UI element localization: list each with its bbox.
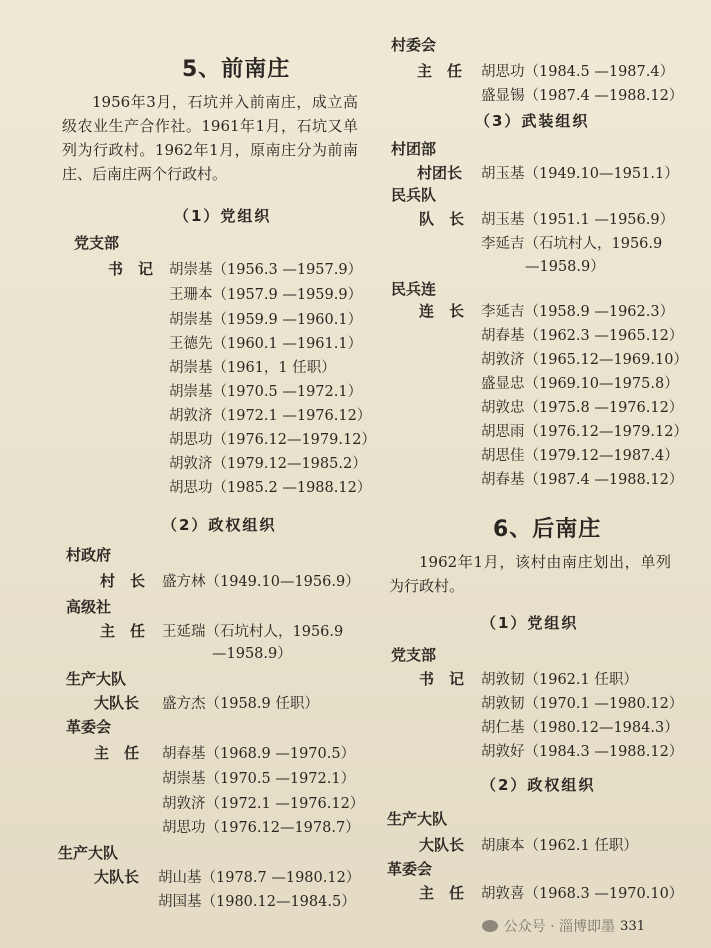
list-item: 胡康本（1962.1 任职） xyxy=(481,838,638,854)
role-director: 主 任 xyxy=(417,62,463,80)
list-item: 胡国基（1980.12—1984.5） xyxy=(158,894,356,910)
list-item: 胡春基（1968.9 —1970.5） xyxy=(162,746,356,762)
org-village-regiment: 村团部 xyxy=(391,140,437,158)
list-item: 胡崇基（1970.5 —1972.1） xyxy=(169,384,363,400)
list-item: 盛方杰（1958.9 任职） xyxy=(162,696,319,712)
list-item: 胡崇基（1970.5 —1972.1） xyxy=(162,771,356,787)
list-item: 盛显锡（1987.4 —1988.12） xyxy=(481,88,684,104)
org-village-government: 村政府 xyxy=(66,546,112,564)
section-title-hounanzhuang: 6、后南庄 xyxy=(493,517,602,542)
role-secretary: 书 记 xyxy=(108,260,154,278)
role-secretary: 书 记 xyxy=(419,670,465,688)
org-revolutionary-committee-2: 革委会 xyxy=(387,860,433,878)
role-director: 主 任 xyxy=(419,884,465,902)
org-advanced-coop: 高级社 xyxy=(66,598,112,616)
org-village-committee: 村委会 xyxy=(391,36,437,54)
list-item: 胡敦韧（1962.1 任职） xyxy=(481,672,638,688)
list-item: 胡敦好（1984.3 —1988.12） xyxy=(481,744,684,760)
list-item: 胡敦忠（1975.8 —1976.12） xyxy=(481,400,684,416)
wechat-watermark xyxy=(482,916,615,936)
list-item: 胡崇基（1961，1 任职） xyxy=(169,360,336,376)
role-team-leader: 队 长 xyxy=(419,210,465,228)
org-production-brigade-3: 生产大队 xyxy=(387,810,448,828)
list-item: 王德先（1960.1 —1961.1） xyxy=(169,336,363,352)
gov-heading-2: （2）政权组织 xyxy=(481,776,596,794)
list-item: 胡玉基（1951.1 —1956.9） xyxy=(481,212,675,228)
list-item: 胡思功（1976.12—1979.12） xyxy=(169,432,376,448)
org-party-branch: 党支部 xyxy=(74,234,120,252)
org-production-brigade: 生产大队 xyxy=(66,670,127,688)
role-director: 主 任 xyxy=(100,622,146,640)
intro-paragraph-2: 1962年1月，该村由南庄划出，单列为行政村。 xyxy=(389,553,671,595)
role-brigade-leader: 大队长 xyxy=(419,836,465,854)
list-item: 胡敦济（1965.12—1969.10） xyxy=(481,352,688,368)
list-item: 胡敦喜（1968.3 —1970.10） xyxy=(481,886,684,902)
list-item: —1958.9） xyxy=(212,646,292,662)
role-brigade-leader: 大队长 xyxy=(94,868,140,886)
list-item: 胡思功（1985.2 —1988.12） xyxy=(169,480,372,496)
wechat-icon xyxy=(482,920,498,932)
list-item: 胡春基（1962.3 —1965.12） xyxy=(481,328,684,344)
role-company-leader: 连 长 xyxy=(419,302,465,320)
list-item: 王延瑞（石坑村人，1956.9 xyxy=(162,624,344,640)
list-item: 胡敦济（1972.1 —1976.12） xyxy=(162,796,365,812)
list-item: 李延吉（石坑村人，1956.9 xyxy=(481,236,663,252)
list-item: 胡仁基（1980.12—1984.3） xyxy=(481,720,679,736)
list-item: 胡春基（1987.4 —1988.12） xyxy=(481,472,684,488)
role-village-head: 村 长 xyxy=(100,572,146,590)
party-heading: （1）党组织 xyxy=(174,207,272,225)
org-production-brigade-2: 生产大队 xyxy=(58,844,119,862)
armed-heading: （3）武装组织 xyxy=(475,112,590,130)
list-item: 胡敦韧（1970.1 —1980.12） xyxy=(481,696,684,712)
list-item: 胡敦济（1972.1 —1976.12） xyxy=(169,408,372,424)
list-item: 盛显忠（1969.10—1975.8） xyxy=(481,376,679,392)
role-brigade-leader: 大队长 xyxy=(94,694,140,712)
list-item: 盛方林（1949.10—1956.9） xyxy=(162,574,360,590)
org-militia-company: 民兵连 xyxy=(391,280,437,298)
list-item: 胡思功（1984.5 —1987.4） xyxy=(481,64,675,80)
list-item: 胡玉基（1949.10—1951.1） xyxy=(481,166,679,182)
org-revolutionary-committee: 革委会 xyxy=(66,718,112,736)
watermark-text: 公众号 · 淄博即墨 xyxy=(503,919,615,935)
org-militia-team: 民兵队 xyxy=(391,186,437,204)
list-item: 胡思佳（1979.12—1987.4） xyxy=(481,448,679,464)
section-title-qiannanzhuang: 5、前南庄 xyxy=(182,57,291,82)
org-party-branch-2: 党支部 xyxy=(391,646,437,664)
list-item: 胡思雨（1976.12—1979.12） xyxy=(481,424,688,440)
intro-paragraph: 1956年3月，石坑并入前南庄，成立高级农业生产合作社。1961年1月，石坑又单列为行政村。1962年1月，原南庄分为前南庄、后南庄两个行政村。 xyxy=(62,93,358,183)
role-director: 主 任 xyxy=(94,744,140,762)
list-item: 胡崇基（1959.9 —1960.1） xyxy=(169,312,363,328)
list-item: 王珊本（1957.9 —1959.9） xyxy=(169,287,363,303)
gov-heading: （2）政权组织 xyxy=(162,516,277,534)
list-item: 胡山基（1978.7 —1980.12） xyxy=(158,870,361,886)
party-heading-2: （1）党组织 xyxy=(481,614,579,632)
list-item: 胡崇基（1956.3 —1957.9） xyxy=(169,262,363,278)
role-regiment-leader: 村团长 xyxy=(417,164,463,182)
list-item: —1958.9） xyxy=(525,259,605,275)
list-item: 李延吉（1958.9 —1962.3） xyxy=(481,304,675,320)
list-item: 胡敦济（1979.12—1985.2） xyxy=(169,456,367,472)
list-item: 胡思功（1976.12—1978.7） xyxy=(162,820,360,836)
page-number: 331 xyxy=(620,919,645,934)
